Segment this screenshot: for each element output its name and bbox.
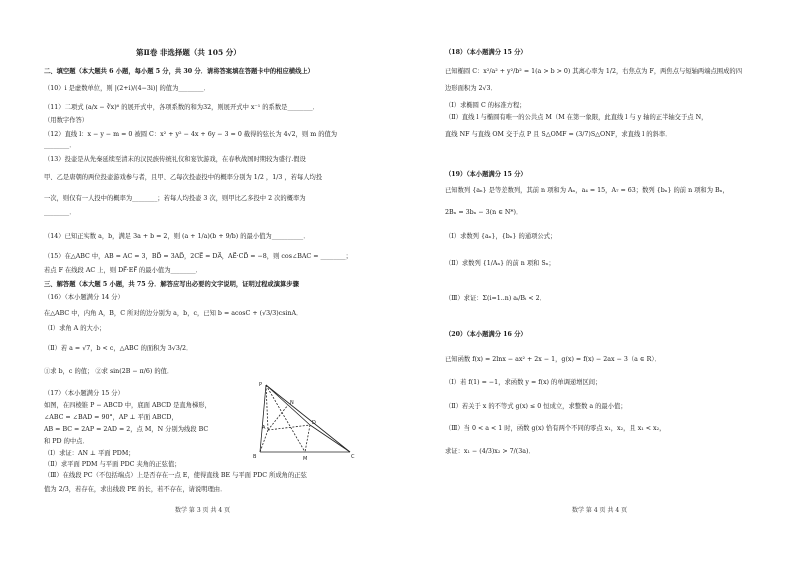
question-13-line2: 甲、乙是唐朝的两位投壶游戏参与者，且甲、乙每次投壶投中的概率分别为 1/2 ，1/3 ，若每人均投 bbox=[44, 174, 323, 181]
question-18-part2-line2: 直线 NF 与直线 OM 交于点 P 且 S△OMF = (3/7)S△ONF，求直线 l 的斜率． bbox=[445, 131, 672, 138]
question-18: 已知椭圆 C：x²/a² + y²/b² = 1(a > b > 0) 其离心率为 1/2，右焦点为 F，两焦点与短轴两端点围成的四 bbox=[445, 68, 742, 75]
label-M: M bbox=[303, 456, 308, 462]
question-20-title: （20）（本小题满分 16 分） bbox=[445, 331, 527, 338]
question-20-part3-line2: 求证：x₁ − (4/3)x₂ > 7/(3a)． bbox=[445, 448, 535, 455]
question-18-part1: （Ⅰ）求椭圆 C 的标准方程； bbox=[445, 102, 526, 109]
question-19-line2: 2Bₙ = 3bₙ − 3(n ∈ N*)． bbox=[445, 209, 523, 216]
edge-PC bbox=[266, 385, 350, 452]
edge-DC bbox=[310, 425, 350, 452]
question-19-part1: （Ⅰ）求数列 {aₙ}，{bₙ} 的通项公式； bbox=[445, 233, 557, 240]
label-A: A bbox=[262, 425, 266, 431]
label-D: D bbox=[312, 420, 316, 426]
question-19-part2: （Ⅱ）求数列 {1/Aₙ} 的前 n 项和 Sₙ； bbox=[445, 260, 555, 267]
edge-AD bbox=[268, 425, 310, 430]
edge-DM bbox=[305, 425, 310, 452]
edge-PA bbox=[266, 385, 268, 430]
question-18-line2: 边形面积为 2√3． bbox=[445, 85, 497, 92]
question-12-blank: ________． bbox=[44, 142, 76, 149]
part-title: 第Ⅱ卷 非选择题（共 105 分） bbox=[136, 48, 241, 57]
question-17-title: （17）（本小题满分 15 分） bbox=[44, 390, 124, 397]
question-20-part1: （Ⅰ）若 f(1) = −1，求函数 y = f(x) 的单调递增区间； bbox=[445, 379, 602, 386]
question-20-part2: （Ⅱ）若关于 x 的不等式 g(x) ≤ 0 恒成立，求整数 a 的最小值； bbox=[445, 403, 627, 410]
edge-AN bbox=[268, 405, 288, 430]
edge-PB bbox=[260, 385, 266, 452]
edge-PM bbox=[266, 385, 305, 452]
label-B: B bbox=[253, 454, 257, 460]
question-19-title: （19）（本小题满分 15 分） bbox=[445, 171, 527, 178]
question-17-part3: （Ⅲ）在线段 PC（不包括端点）上是否存在一点 E，使得直线 BE 与平面 PDC 所成角的正弦 bbox=[44, 472, 307, 479]
question-20: 已知函数 f(x) = 2lnx − ax² + 2x − 1，g(x) = f(x) − 2ax − 3（a ∈ R）． bbox=[445, 356, 661, 363]
question-17-line3: AB = BC = 2AP = 2AD = 2，点 M，N 分别为线段 BC bbox=[44, 426, 209, 433]
question-17-line4: 和 PD 的中点． bbox=[44, 438, 89, 445]
question-17-part3-line2: 值为 2/3，若存在，求出线段 PE 的长，若不存在，请说明理由． bbox=[44, 486, 227, 493]
question-14: （14）已知正实数 a，b，满足 3a + b = 2，则 (a + 1/a)(b + 9/b) 的最小值为__________． bbox=[44, 233, 310, 240]
question-11: （11）二项式 (a/x − ∛x)⁶ 的展开式中，各项系数的和为32，则展开式中 x⁻¹ 的系数是________． bbox=[44, 104, 319, 111]
question-17-part1: （Ⅰ）求证：AN ⊥ 平面 PDM； bbox=[44, 450, 135, 457]
question-16-subparts: ①求 b，c 的值； ②求 sin(2B − π/6) 的值． bbox=[44, 368, 174, 375]
question-19-part3: （Ⅲ）求证：Σ(i=1..n) aᵢ/Bᵢ < 2． bbox=[445, 295, 546, 302]
question-17-line1: 如图，在四棱锥 P − ABCD 中，底面 ABCD 是直角梯形， bbox=[44, 402, 211, 409]
question-13-line3: 一次，则仅有一人投中的概率为________；若每人均投壶 3 次，则甲比乙多投中 2 次的概率为 bbox=[44, 195, 306, 202]
label-C: C bbox=[351, 454, 355, 460]
answer-section-heading: 三、解答题（本大题 5 小题，共 75 分．解答应写出必要的文字说明，证明过程或演算步骤 bbox=[44, 281, 299, 288]
label-P: P bbox=[259, 382, 263, 388]
pyramid-figure bbox=[250, 380, 360, 465]
question-19: 已知数列 {aₙ} 是等差数列，其前 n 项和为 Aₙ，a₄ = 15，A₇ = 63；数列 {bₙ} 的前 n 项和为 Bₙ， bbox=[445, 187, 729, 194]
page-footer-left: 数学 第 3 页 共 4 页 bbox=[175, 507, 231, 514]
question-17-part2: （Ⅱ）求平面 PDM 与平面 PDC 夹角的正弦值； bbox=[44, 461, 181, 468]
right-page bbox=[397, 0, 794, 561]
fill-blank-heading: 二、填空题（本大题共 6 小题，每小题 5 分，共 30 分．请将答案填在答题卡中的相应横线上） bbox=[44, 68, 314, 75]
question-16: 在△ABC 中，内角 A，B，C 所对的边分别为 a，b，c，已知 b = acosC + (√3/3)csinA． bbox=[44, 310, 303, 317]
question-10: （10）i 是虚数单位，则 |(2+i)/(4−3i)| 的值为________． bbox=[44, 85, 210, 92]
question-16-part2: （Ⅱ）若 a = √7，b < c，△ABC 的面积为 3√3/2． bbox=[44, 345, 193, 352]
question-15: （15）在△ABC 中，AB = AC = 3，BD⃗ = 3AD⃗，2CE⃗ = DA⃗，AE⃗·CD⃗ = −8，则 cos∠BAC = ________； bbox=[44, 253, 352, 260]
question-16-title: （16）（本小题满分 14 分） bbox=[44, 294, 124, 301]
question-17-line2: ∠ABC = ∠BAD = 90°，AP ⊥ 平面 ABCD， bbox=[44, 414, 178, 421]
page-footer-right: 数学 第 4 页 共 4 页 bbox=[572, 507, 628, 514]
question-18-part2: （Ⅱ）直线 l 与椭圆有唯一的公共点 M（M 在第一象限，此直线 l 与 y 轴的正半轴交于点 N， bbox=[445, 114, 708, 121]
question-11-note: （用数字作答） bbox=[44, 117, 89, 124]
question-18-title: （18）（本小题满分 15 分） bbox=[445, 49, 527, 56]
question-15-line2: 若点 F 在线段 AC 上，则 DF⃗·EF⃗ 的最小值为________． bbox=[44, 267, 202, 274]
question-13: （13）投壶是从先秦延续至清末的汉民族传统礼仪和宴饮游戏，在春秋战国时期较为盛行.假设 bbox=[44, 156, 306, 163]
question-12: （12）直线 l：x − y − m = 0 被圆 C：x² + y² − 4x + 6y − 3 = 0 截得的弦长为 4√2，则 m 的值为 bbox=[44, 131, 338, 138]
question-13-line4: ________． bbox=[44, 209, 76, 216]
label-N: N bbox=[290, 400, 294, 406]
question-20-part3: （Ⅲ）当 0 < a < 1 时，函数 g(x) 恰有两个不同的零点 x₁，x₂，且 x₁ < x₂， bbox=[445, 425, 666, 432]
question-16-part1: （Ⅰ）求角 A 的大小； bbox=[44, 325, 106, 332]
